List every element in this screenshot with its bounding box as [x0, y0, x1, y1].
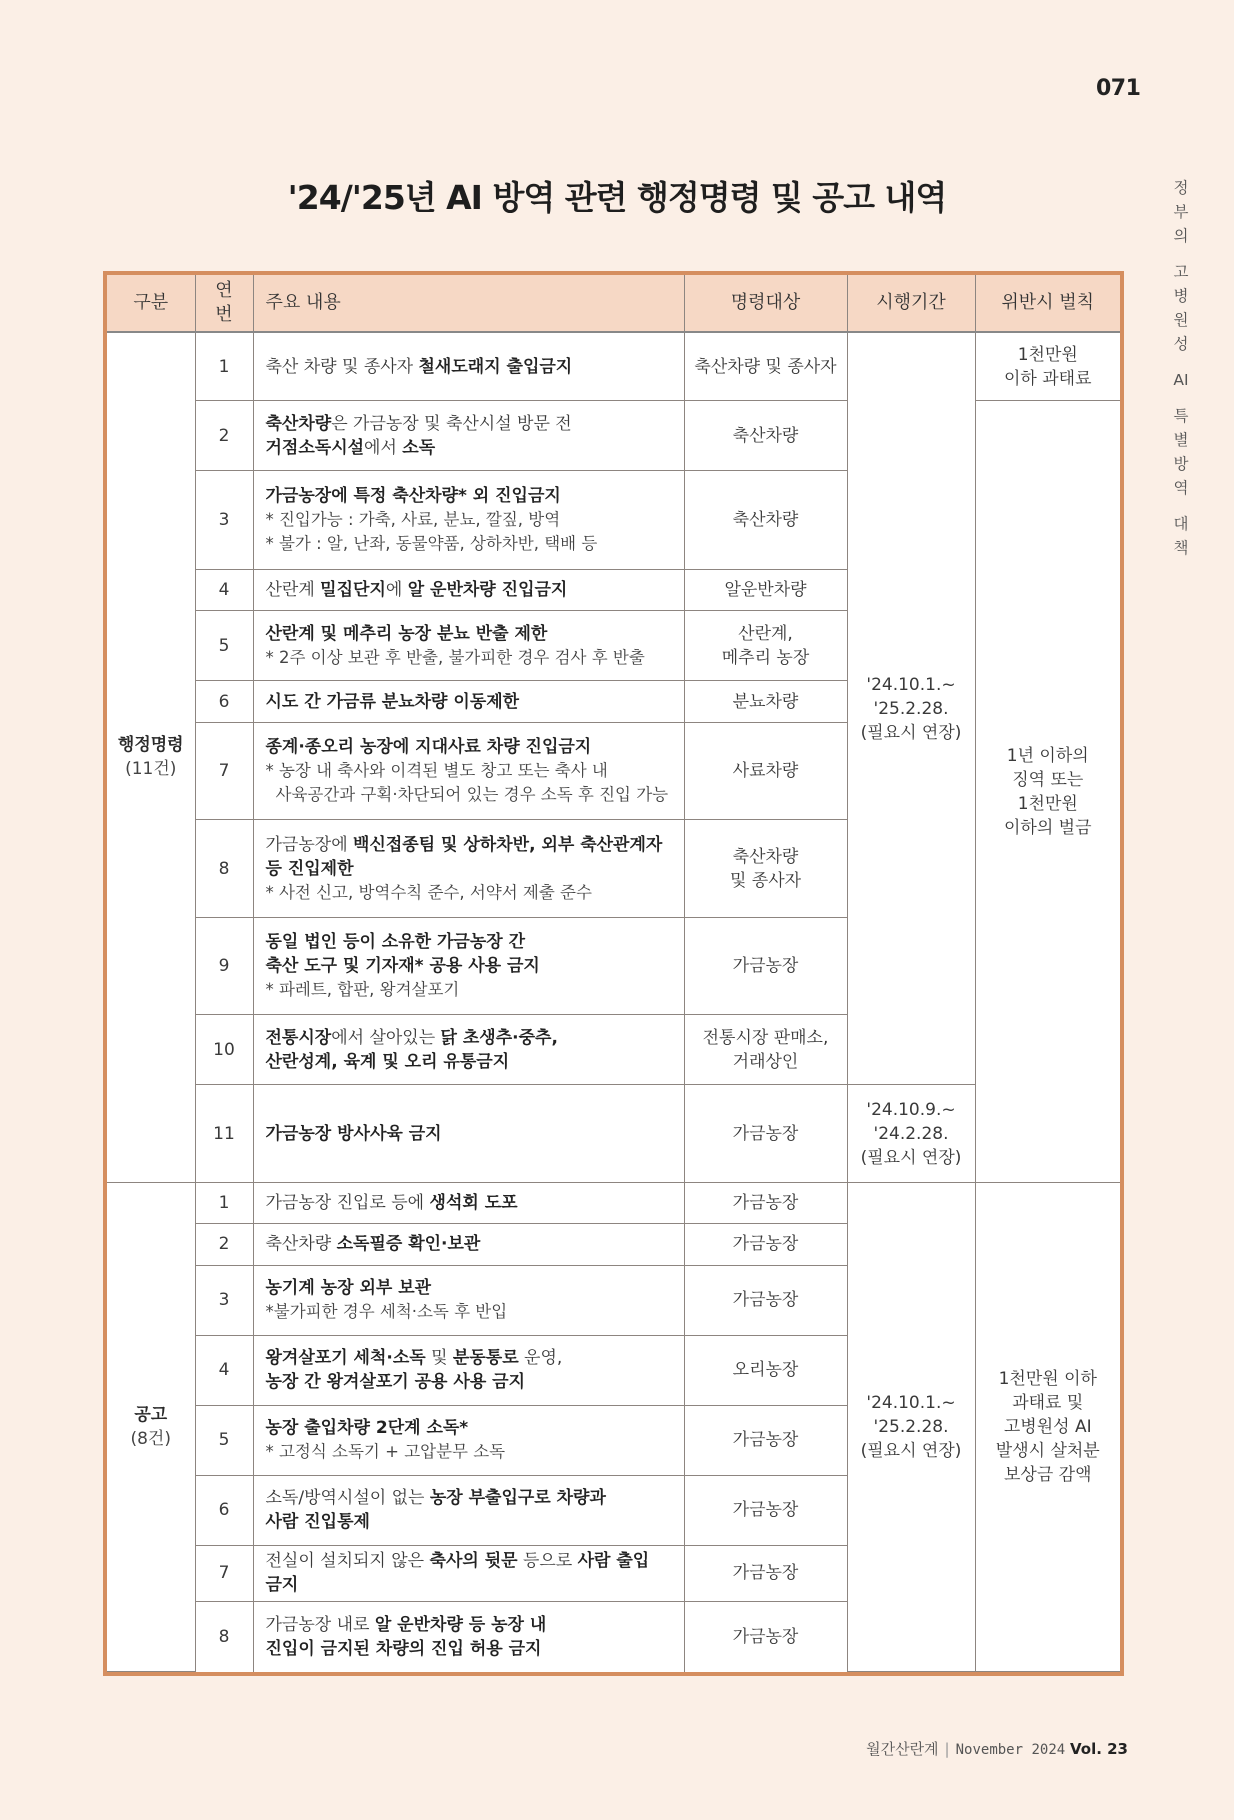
row-number: 1 — [195, 332, 253, 401]
content-cell — [253, 401, 684, 471]
side-title-char: 성 — [1173, 335, 1189, 353]
side-title-char: AI — [1173, 371, 1189, 389]
content-line — [266, 622, 672, 646]
penalty-line: 고병원성 AI — [1003, 1416, 1092, 1437]
content-note: * 파레트, 합판, 왕겨살포기 — [265, 980, 460, 1000]
penalty-cell — [975, 401, 1120, 1183]
period-line: (필요시 연장) — [860, 1440, 962, 1461]
penalty-line: 이하의 벌금 — [1003, 817, 1092, 838]
header-number: 연번 — [195, 275, 253, 332]
target-cell — [684, 332, 847, 401]
content-line — [266, 1122, 672, 1146]
footer-volume: Vol. 23 — [1069, 1740, 1128, 1758]
side-title-char: 특 — [1173, 407, 1189, 425]
row-number: 3 — [195, 1265, 253, 1335]
row-number: 6 — [195, 681, 253, 722]
content-line — [266, 436, 672, 460]
row-number: 2 — [195, 1224, 253, 1265]
target-line: 가금농장 — [732, 1123, 799, 1144]
row-number: 5 — [195, 1405, 253, 1475]
target-cell — [684, 1601, 847, 1671]
content-note: * 불가 : 알, 난좌, 동물약품, 상하차반, 택배 등 — [265, 534, 598, 554]
page-title: '24/'25년 AI 방역 관련 행정명령 및 공고 내역 — [287, 178, 947, 217]
content-line — [266, 578, 672, 602]
side-title-char: 대 — [1173, 515, 1189, 533]
period-line: '25.2.28. — [873, 1416, 949, 1437]
content-emphasis: 축산차량 — [265, 413, 332, 434]
content-cell — [253, 1405, 684, 1475]
row-number: 11 — [195, 1085, 253, 1183]
footer-issue: November 2024 — [955, 1742, 1066, 1758]
content-text: 운영, — [518, 1348, 563, 1369]
target-cell — [684, 1335, 847, 1405]
target-line: 거래상인 — [732, 1051, 799, 1072]
side-title-char: 부 — [1173, 203, 1189, 221]
footer-magazine: 월간산란계 — [866, 1740, 939, 1758]
row-number: 5 — [195, 611, 253, 681]
content-text: 등으로 — [517, 1551, 578, 1572]
target-line: 축산차량 — [732, 510, 799, 531]
content-emphasis: 산란성계, 육계 및 오리 유통금지 — [265, 1051, 510, 1072]
target-cell — [684, 570, 847, 611]
content-line — [266, 735, 672, 759]
content-cell — [253, 332, 684, 401]
content-emphasis: 사람 진입통제 — [265, 1512, 370, 1533]
side-title-char: 방 — [1173, 455, 1189, 473]
target-line: 사료차량 — [732, 761, 799, 781]
side-title-char: 원 — [1173, 311, 1189, 329]
content-note: * 사전 신고, 방역수칙 준수, 서약서 제출 준수 — [265, 882, 592, 902]
content-emphasis: 백신접종팀 및 상하차반, 외부 축산관계자 등 진입제한 — [265, 834, 663, 879]
content-note: * 농장 내 축사와 이격된 별도 창고 또는 축사 내 — [265, 761, 608, 780]
period-line: '24.2.28. — [873, 1123, 949, 1144]
target-cell — [684, 1475, 847, 1545]
content-line — [266, 1050, 672, 1074]
target-line: 가금농장 — [732, 1500, 799, 1521]
header-target: 명령대상 — [684, 275, 847, 332]
content-line — [266, 930, 672, 954]
content-text: 에서 — [364, 437, 403, 458]
target-line: 축산차량 — [732, 425, 799, 446]
content-line — [266, 1232, 672, 1256]
content-note: * 2주 이상 보관 후 반출, 불가피한 경우 검사 후 반출 — [265, 647, 645, 667]
category-count: (8건) — [130, 1428, 171, 1449]
content-cell — [253, 471, 684, 570]
content-cell — [253, 611, 684, 681]
table-row — [107, 332, 1120, 401]
target-line: 분뇨차량 — [732, 691, 799, 712]
order-table — [107, 275, 1120, 1672]
content-text: 축산 차량 및 종사자 — [265, 356, 419, 377]
content-cell — [253, 1335, 684, 1405]
content-emphasis: 종계·종오리 농장에 지대사료 차량 진입금지 — [265, 737, 592, 757]
content-line — [266, 355, 672, 379]
period-cell — [847, 1085, 975, 1183]
side-title-char: 별 — [1173, 431, 1189, 449]
side-title-char: 역 — [1173, 479, 1189, 497]
content-emphasis: 농기계 농장 외부 보관 — [265, 1278, 432, 1299]
category-cell — [107, 1182, 195, 1671]
target-cell — [684, 681, 847, 722]
target-cell — [684, 1545, 847, 1601]
period-line: '24.10.1.~ — [866, 674, 956, 695]
target-cell — [684, 611, 847, 681]
content-emphasis: 산란계 및 메추리 농장 분뇨 반출 제한 — [265, 623, 548, 644]
period-line: (필요시 연장) — [860, 1147, 962, 1168]
content-emphasis: 농장 출입차량 2단계 소독* — [265, 1418, 469, 1439]
content-emphasis: 철새도래지 출입금지 — [418, 356, 573, 377]
content-text: 은 가금농장 및 축산시설 방문 전 — [331, 413, 572, 434]
penalty-line: 이하 과태료 — [1003, 368, 1092, 389]
content-emphasis: 진입이 금지된 차량의 진입 허용 금지 — [265, 1638, 542, 1659]
content-emphasis: 소독필증 확인·보관 — [336, 1234, 481, 1255]
target-cell — [684, 1085, 847, 1183]
content-cell — [253, 681, 684, 722]
content-emphasis: 가금농장에 특정 축산차량* 외 진입금지 — [265, 486, 561, 507]
content-note: * 진입가능 : 가축, 사료, 분뇨, 깔짚, 방역 — [265, 510, 561, 530]
target-line: 가금농장 — [732, 1626, 799, 1647]
content-line — [266, 1486, 672, 1510]
target-cell — [684, 1405, 847, 1475]
content-emphasis: 거점소독시설 — [265, 437, 365, 458]
header-period: 시행기간 — [847, 275, 975, 332]
table-row — [107, 1182, 1120, 1223]
content-emphasis: 알 운반차량 진입금지 — [407, 580, 568, 601]
target-line: 가금농장 — [732, 1430, 799, 1451]
content-text: 축산차량 — [265, 1234, 337, 1255]
content-line — [266, 1276, 672, 1300]
header-content: 주요 내용 — [253, 275, 684, 332]
page-number: 071 — [1096, 76, 1141, 101]
target-line: 가금농장 — [732, 1193, 799, 1214]
table-row — [107, 1085, 1120, 1183]
content-note: * 고정식 소독기 + 고압분무 소독 — [265, 1442, 506, 1462]
target-cell — [684, 820, 847, 918]
ai-order-table — [103, 271, 1124, 1676]
penalty-line: 징역 또는 — [1012, 769, 1084, 790]
content-text: 에서 살아있는 — [331, 1027, 441, 1048]
row-number: 8 — [195, 1601, 253, 1671]
content-emphasis: 생석회 도포 — [429, 1193, 518, 1214]
penalty-line: 1천만원 — [1017, 344, 1078, 365]
content-note: *불가피한 경우 세척·소독 후 반입 — [265, 1302, 508, 1322]
penalty-cell — [975, 332, 1120, 401]
row-number: 4 — [195, 1335, 253, 1405]
content-cell — [253, 1085, 684, 1183]
category-label: 행정명령 — [117, 735, 184, 756]
content-emphasis: 농장 간 왕겨살포기 공용 사용 금지 — [265, 1372, 525, 1393]
penalty-line: 1천만원 — [1017, 793, 1078, 814]
content-line — [266, 1191, 672, 1215]
penalty-line: 발생시 살처분 — [995, 1440, 1100, 1461]
side-title-char: 고 — [1173, 263, 1189, 281]
content-line — [266, 1637, 672, 1661]
target-cell — [684, 471, 847, 570]
content-cell — [253, 1601, 684, 1671]
content-emphasis: 왕겨살포기 세척·소독 — [265, 1348, 426, 1369]
content-emphasis: 축산 도구 및 기자재* 공용 사용 금지 — [265, 956, 540, 977]
content-line — [266, 1549, 672, 1597]
content-emphasis: 밀집단지 — [320, 580, 386, 601]
side-title-char: 책 — [1173, 539, 1189, 557]
row-number: 9 — [195, 917, 253, 1015]
content-cell — [253, 1015, 684, 1085]
content-text: 소독/방역시설이 없는 — [265, 1488, 430, 1509]
period-cell — [847, 332, 975, 1085]
content-line — [266, 484, 672, 508]
target-line: 가금농장 — [732, 1290, 799, 1311]
content-text: 산란계 — [265, 580, 321, 601]
content-emphasis: 분동통로 — [452, 1348, 519, 1369]
content-text: 가금농장에 — [265, 834, 354, 855]
target-cell — [684, 1265, 847, 1335]
penalty-cell — [975, 1182, 1120, 1671]
content-text: 가금농장 내로 — [265, 1614, 375, 1635]
content-line — [266, 1613, 672, 1637]
content-text: 전실이 설치되지 않은 — [265, 1551, 430, 1572]
row-number: 7 — [195, 722, 253, 820]
content-cell — [253, 1182, 684, 1223]
penalty-line: 1년 이하의 — [1006, 745, 1089, 766]
content-line — [266, 1370, 672, 1394]
footer-separator: | — [944, 1740, 950, 1758]
row-number: 3 — [195, 471, 253, 570]
row-number: 1 — [195, 1182, 253, 1223]
category-count: (11건) — [125, 759, 177, 780]
period-line: '25.2.28. — [873, 698, 949, 719]
content-emphasis: 시도 간 가금류 분뇨차량 이동제한 — [265, 691, 520, 712]
header-category: 구분 — [107, 275, 195, 332]
target-cell — [684, 1015, 847, 1085]
content-cell — [253, 820, 684, 918]
penalty-line: 1천만원 이하 — [998, 1368, 1097, 1389]
row-number: 4 — [195, 570, 253, 611]
content-emphasis: 축사의 뒷문 — [429, 1551, 518, 1572]
target-line: 산란계, — [738, 623, 793, 644]
content-emphasis: 소독 — [402, 437, 436, 458]
content-cell — [253, 1224, 684, 1265]
target-cell — [684, 722, 847, 820]
content-emphasis: 알 운반차량 등 농장 내 — [374, 1614, 547, 1635]
target-line: 가금농장 — [732, 1234, 799, 1255]
side-section-title — [1168, 176, 1194, 560]
content-cell — [253, 1545, 684, 1601]
penalty-line: 보상금 감액 — [1003, 1464, 1092, 1485]
row-number: 2 — [195, 401, 253, 471]
content-line — [266, 833, 672, 881]
content-line — [266, 1026, 672, 1050]
content-line — [266, 412, 672, 436]
content-cell — [253, 722, 684, 820]
target-line: 및 종사자 — [729, 870, 802, 891]
content-text: 가금농장 진입로 등에 — [265, 1193, 430, 1214]
target-line: 알운반차량 — [724, 580, 807, 601]
target-cell — [684, 1182, 847, 1223]
content-cell — [253, 917, 684, 1015]
period-line: (필요시 연장) — [860, 722, 962, 743]
side-title-char: 병 — [1173, 287, 1189, 305]
target-cell — [684, 917, 847, 1015]
content-line — [266, 954, 672, 978]
target-cell — [684, 1224, 847, 1265]
content-line — [266, 1346, 672, 1370]
period-line: '24.10.1.~ — [866, 1392, 956, 1413]
content-line — [266, 1510, 672, 1534]
content-cell — [253, 1475, 684, 1545]
category-label: 공고 — [134, 1404, 168, 1425]
period-cell — [847, 1182, 975, 1671]
row-number: 7 — [195, 1545, 253, 1601]
category-cell — [107, 332, 195, 1182]
content-emphasis: 농장 부출입구로 차량과 — [429, 1488, 606, 1509]
content-emphasis: 가금농장 방사사육 금지 — [265, 1123, 442, 1144]
page-footer — [866, 1738, 1128, 1759]
target-line: 가금농장 — [732, 1563, 799, 1584]
header-penalty: 위반시 벌칙 — [975, 275, 1120, 332]
target-line: 전통시장 판매소, — [702, 1027, 829, 1048]
target-line: 메추리 농장 — [721, 647, 810, 668]
content-line — [266, 1416, 672, 1440]
content-text: 에 — [385, 580, 408, 601]
row-number: 8 — [195, 820, 253, 918]
target-cell — [684, 401, 847, 471]
target-line: 오리농장 — [732, 1360, 799, 1381]
side-title-char: 정 — [1173, 179, 1189, 197]
target-line: 축산차량 및 종사자 — [694, 356, 837, 377]
content-cell — [253, 570, 684, 611]
content-cell — [253, 1265, 684, 1335]
side-title-char: 의 — [1173, 227, 1189, 245]
content-emphasis: 사람 출입 금지 — [265, 1551, 650, 1596]
row-number: 10 — [195, 1015, 253, 1085]
content-emphasis: 동일 법인 등이 소유한 가금농장 간 — [265, 932, 525, 953]
content-note: 사육공간과 구획·차단되어 있는 경우 소독 후 진입 가능 — [275, 785, 669, 804]
content-emphasis: 닭 초생추·중추, — [440, 1027, 558, 1048]
penalty-line: 과태료 및 — [1012, 1392, 1084, 1413]
content-text: 및 — [425, 1348, 453, 1369]
content-emphasis: 전통시장 — [265, 1027, 332, 1048]
target-line: 가금농장 — [732, 956, 799, 977]
content-line — [266, 690, 672, 714]
target-line: 축산차량 — [732, 846, 799, 867]
period-line: '24.10.9.~ — [866, 1099, 956, 1120]
row-number: 6 — [195, 1475, 253, 1545]
